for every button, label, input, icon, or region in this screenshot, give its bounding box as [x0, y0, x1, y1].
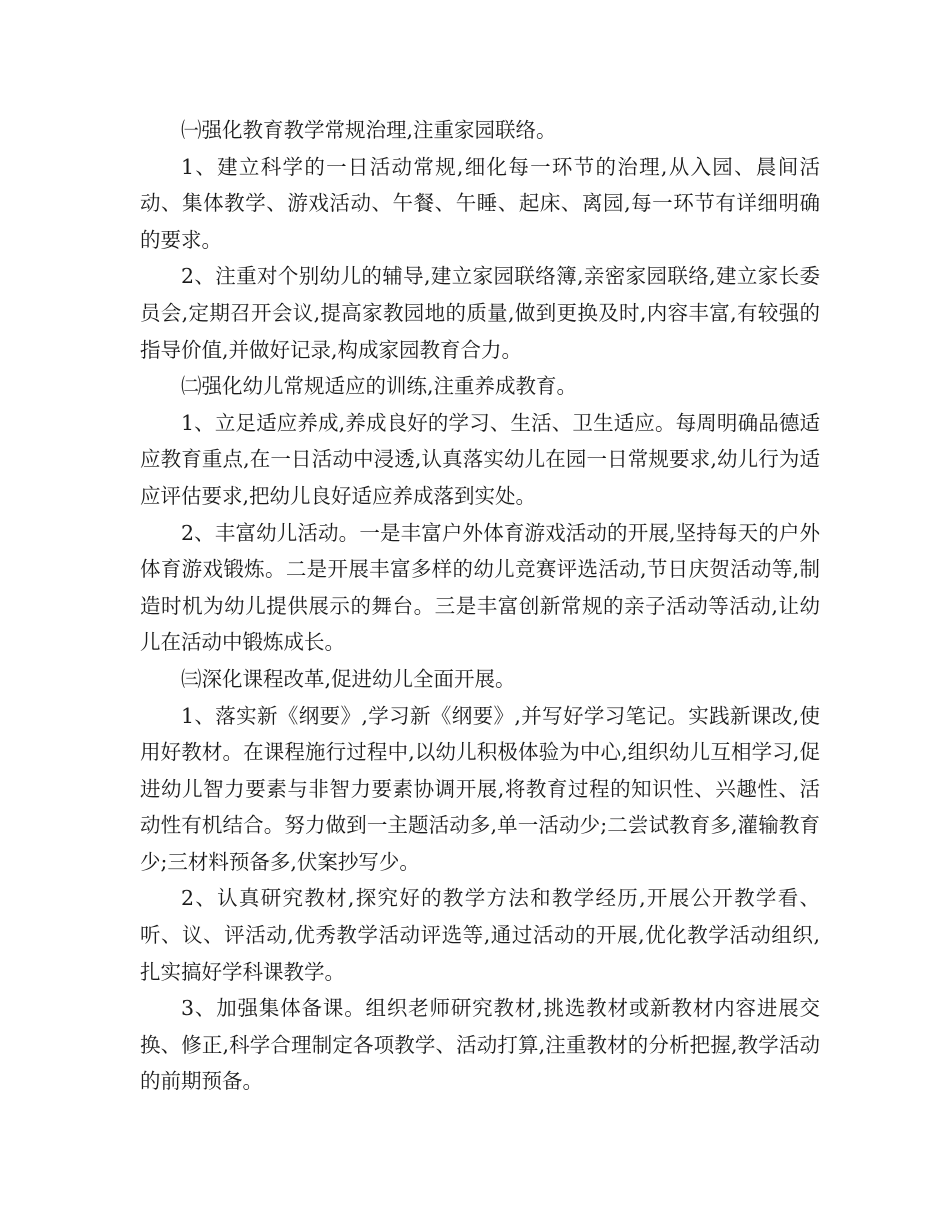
paragraph: 1、立足适应养成,养成良好的学习、生活、卫生适应。每周明确品德适应教育重点,在一日活动中浸透,认真落实幼儿在园一日常规要求,幼儿行为适应评估要求,把幼儿良好适应养成落到实处。	[140, 410, 820, 508]
paragraph: 3、加强集体备课。组织老师研究教材,挑选教材或新教材内容进展交换、修正,科学合理制定各项教学、活动打算,注重教材的分析把握,教学活动的前期预备。	[140, 996, 820, 1094]
section-heading-3: ㈢深化课程改革,促进幼儿全面开展。	[181, 666, 516, 691]
paragraph: 1、建立科学的一日活动常规,细化每一环节的治理,从入园、晨间活动、集体教学、游戏活动、午餐、午睡、起床、离园,每一环节有详细明确的要求。	[140, 154, 820, 252]
paragraph: 2、丰富幼儿活动。一是丰富户外体育游戏活动的开展,坚持每天的户外体育游戏锻炼。二是开展丰富多样的幼儿竞赛评选活动,节日庆贺活动等,制造时机为幼儿提供展示的舞台。三是丰富创新常规的亲子活动等活动,让幼儿在活动中锻炼成长。	[140, 520, 820, 655]
section-heading-1: ㈠强化教育教学常规治理,注重家园联络。	[181, 118, 557, 142]
paragraph: 2、注重对个别幼儿的辅导,建立家园联络簿,亲密家园联络,建立家长委员会,定期召开会议,提高家教园地的质量,做到更换及时,内容丰富,有较强的指导价值,并做好记录,构成家园教育合力。	[140, 264, 820, 362]
paragraph: 1、落实新《纲要》,学习新《纲要》,并写好学习笔记。实践新课改,使用好教材。在课程施行过程中,以幼儿积极体验为中心,组织幼儿互相学习,促进幼儿智力要素与非智力要素协调开展,将教育过程的知识性、兴趣性、活动性有机结合。努力做到一主题活动多,单一活动少;二尝试教育多,灌输教育少;三材料预备多,伏案抄写少。	[140, 703, 820, 874]
paragraph: 2、认真研究教材,探究好的教学方法和教学经历,开展公开教学看、听、议、评活动,优秀教学活动评选等,通过活动的开展,优化教学活动组织,扎实搞好学科课教学。	[140, 886, 820, 984]
section-heading-2: ㈡强化幼儿常规适应的训练,注重养成教育。	[181, 374, 578, 399]
document-body	[140, 112, 820, 1100]
